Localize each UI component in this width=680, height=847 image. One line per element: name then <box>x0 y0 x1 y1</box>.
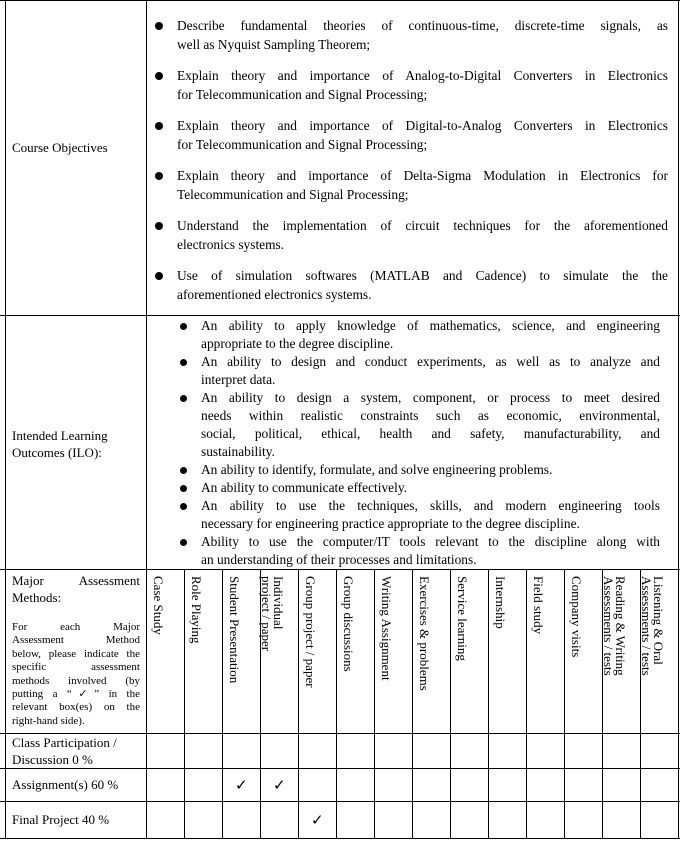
method-column-divider <box>374 569 375 839</box>
instruction-line: specific assessment <box>12 661 140 674</box>
row-divider <box>0 569 680 570</box>
assessment-title <box>12 572 140 606</box>
objective-item <box>155 16 668 54</box>
ilo-line: an understanding of their processes and limitations. <box>201 552 477 567</box>
ilo-item <box>180 461 660 479</box>
bullet-icon <box>180 539 187 546</box>
assessment-row-label: Assignment(s) 60 % <box>12 777 119 792</box>
table-border-right <box>678 0 679 839</box>
checkmark-icon: ✓ <box>311 810 324 829</box>
method-column-divider <box>564 569 565 839</box>
method-column-divider <box>336 569 337 839</box>
objective-line: electronics systems. <box>177 237 285 252</box>
row-divider <box>0 768 680 769</box>
objective-item <box>155 116 668 154</box>
bullet-icon <box>180 485 187 492</box>
assessment-title-word1: Major <box>12 573 44 588</box>
instruction-line: below, please indicate the <box>12 647 140 660</box>
objective-line: aforementioned electronics systems. <box>177 287 372 302</box>
ilo-line: An ability to use the techniques, skills, and modern engineering tools <box>201 498 660 513</box>
column-divider <box>146 0 147 839</box>
checkmark-icon: ✓ <box>273 775 286 794</box>
assessment-row-label: Final Project 40 % <box>12 812 110 827</box>
ilo-line: Ability to use the computer/IT tools relevant to the discipline along with <box>201 534 660 549</box>
assessment-row-label: Class Participation / <box>12 735 117 750</box>
bullet-icon <box>180 323 187 330</box>
bullet-icon <box>155 22 163 30</box>
method-column-divider <box>526 569 527 839</box>
assessment-title-word2: Assessment <box>78 573 140 588</box>
ilo-item <box>180 389 660 461</box>
bullet-icon <box>180 359 187 366</box>
ilo-line: An ability to design and conduct experiments, as well as to analyze and <box>201 354 660 369</box>
assessment-title-line2: Methods: <box>12 590 62 605</box>
ilo-line: social, political, ethical, health and safety, manufacturability, and <box>201 426 660 441</box>
objective-line: for Telecommunication and Signal Processing; <box>177 137 428 152</box>
objective-item <box>155 216 668 254</box>
ilo-line: An ability to communicate effectively. <box>201 480 407 495</box>
method-column-divider <box>184 569 185 839</box>
bullet-icon <box>155 272 163 280</box>
method-column-divider <box>222 569 223 839</box>
ilo-label-line2: Outcomes (ILO): <box>12 445 102 460</box>
ilo-line: interpret data. <box>201 372 276 387</box>
instruction-line: right-hand side). <box>12 714 85 727</box>
bullet-icon <box>180 503 187 510</box>
bullet-icon <box>155 222 163 230</box>
objective-line: Use of simulation softwares (MATLAB and Cadence) to simulate the the <box>177 268 668 283</box>
objective-item <box>155 166 668 204</box>
instruction-line: For each Major <box>12 621 140 633</box>
objective-line: Understand the implementation of circuit techniques for the aforementioned <box>177 218 668 233</box>
objective-line: well as Nyquist Sampling Theorem; <box>177 37 371 52</box>
ilo-line: An ability to apply knowledge of mathematics, science, and engineering <box>201 318 660 333</box>
objective-line: Explain theory and importance of Digital-to-Analog Converters in Electronics <box>177 118 668 133</box>
objective-item <box>155 66 668 104</box>
instruction-line: relevant box(es) on the <box>12 701 140 714</box>
ilo-item <box>180 317 660 353</box>
ilo-item <box>180 353 660 389</box>
table-border-bottom <box>0 838 680 839</box>
objective-item <box>155 266 668 304</box>
objective-line: Explain theory and importance of Delta-Sigma Modulation in Electronics for <box>177 168 668 183</box>
ilo-label-line1: Intended Learning <box>12 428 108 443</box>
objective-line: Describe fundamental theories of continuous-time, discrete-time signals, as <box>177 18 668 33</box>
method-column-divider <box>488 569 489 839</box>
bullet-icon <box>180 395 187 402</box>
ilo-item <box>180 497 660 533</box>
method-column-divider <box>412 569 413 839</box>
method-column-divider <box>298 569 299 839</box>
bullet-icon <box>180 467 187 474</box>
row-divider <box>0 801 680 802</box>
table-border-top <box>0 0 680 1</box>
ilo-item <box>180 479 660 497</box>
instruction-line: methods involved (by <box>12 674 140 687</box>
ilo-line: An ability to design a system, component, or process to meet desired <box>201 390 660 405</box>
ilo-line: necessary for engineering practice appropriate to the degree discipline. <box>201 516 580 531</box>
ilo-line: An ability to identify, formulate, and solve engineering problems. <box>201 462 553 477</box>
ilo-line: needs within realistic constraints such as economic, environmental, <box>201 408 660 423</box>
bullet-icon <box>155 72 163 80</box>
ilo-item <box>180 533 660 569</box>
objective-line: for Telecommunication and Signal Processing; <box>177 87 428 102</box>
course-objectives-label: Course Objectives <box>12 140 108 155</box>
instruction-line: Assessment Method <box>12 634 140 647</box>
instruction-line: putting a “✓” in the <box>12 688 140 700</box>
checkmark-icon: ✓ <box>235 775 248 794</box>
objective-line: Telecommunication and Signal Processing; <box>177 187 409 202</box>
assessment-row-label-line2: Discussion 0 % <box>12 752 93 767</box>
ilo-line: appropriate to the degree discipline. <box>201 336 394 351</box>
row-divider <box>0 315 680 316</box>
method-column-divider <box>450 569 451 839</box>
objective-line: Explain theory and importance of Analog-to-Digital Converters in Electronics <box>177 68 668 83</box>
bullet-icon <box>155 172 163 180</box>
ilo-line: sustainability. <box>201 444 275 459</box>
table-border-left <box>5 0 6 839</box>
bullet-icon <box>155 122 163 130</box>
